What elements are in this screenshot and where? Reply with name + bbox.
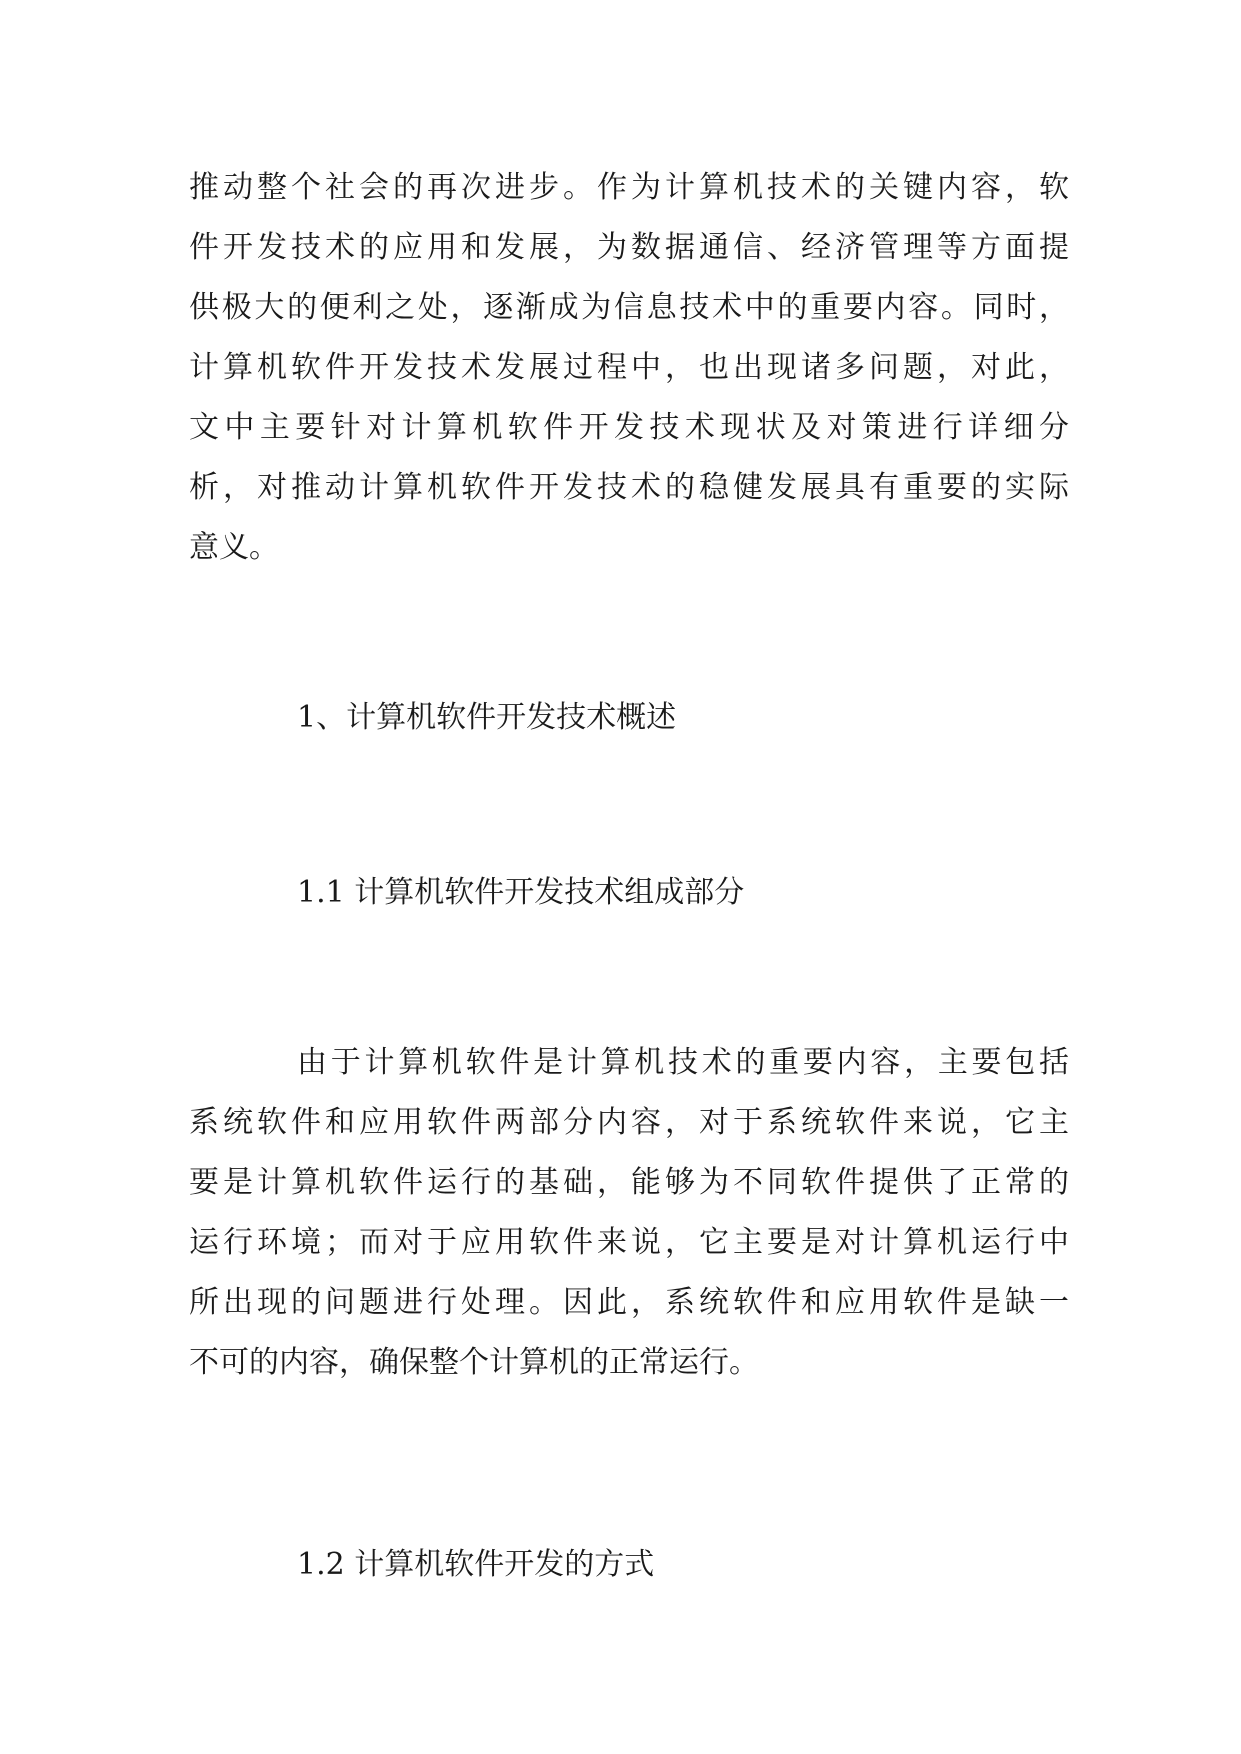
paragraph-line: 析，对推动计算机软件开发技术的稳健发展具有重要的实际	[189, 470, 1069, 505]
paragraph-line: 推动整个社会的再次进步。作为计算机技术的关键内容，软	[189, 170, 1069, 205]
paragraph-line: 文中主要针对计算机软件开发技术现状及对策进行详细分	[189, 410, 1069, 445]
paragraph-line: 供极大的便利之处，逐渐成为信息技术中的重要内容。同时，	[189, 290, 1069, 325]
paragraph-line: 计算机软件开发技术发展过程中，也出现诸多问题，对此，	[189, 350, 1069, 385]
paragraph-line: 要是计算机软件运行的基础，能够为不同软件提供了正常的	[189, 1165, 1069, 1200]
paragraph-line: 运行环境；而对于应用软件来说，它主要是对计算机运行中	[189, 1225, 1069, 1260]
components-paragraph	[189, 1033, 1069, 1393]
paragraph-line: 件开发技术的应用和发展，为数据通信、经济管理等方面提	[189, 230, 1069, 265]
paragraph-line: 不可的内容，确保整个计算机的正常运行。	[189, 1345, 759, 1380]
paragraph-line: 系统软件和应用软件两部分内容，对于系统软件来说，它主	[189, 1105, 1069, 1140]
paragraph-line: 意义。	[189, 530, 279, 565]
section-heading-1-2: 1.2 计算机软件开发的方式	[297, 1547, 655, 1582]
paragraph-line: 由于计算机软件是计算机技术的重要内容，主要包括	[297, 1045, 1069, 1080]
section-heading-1-1: 1.1 计算机软件开发技术组成部分	[297, 875, 745, 910]
intro-paragraph	[189, 158, 1069, 578]
section-heading-1: 1、计算机软件开发技术概述	[297, 700, 677, 735]
paragraph-line: 所出现的问题进行处理。因此，系统软件和应用软件是缺一	[189, 1285, 1069, 1320]
